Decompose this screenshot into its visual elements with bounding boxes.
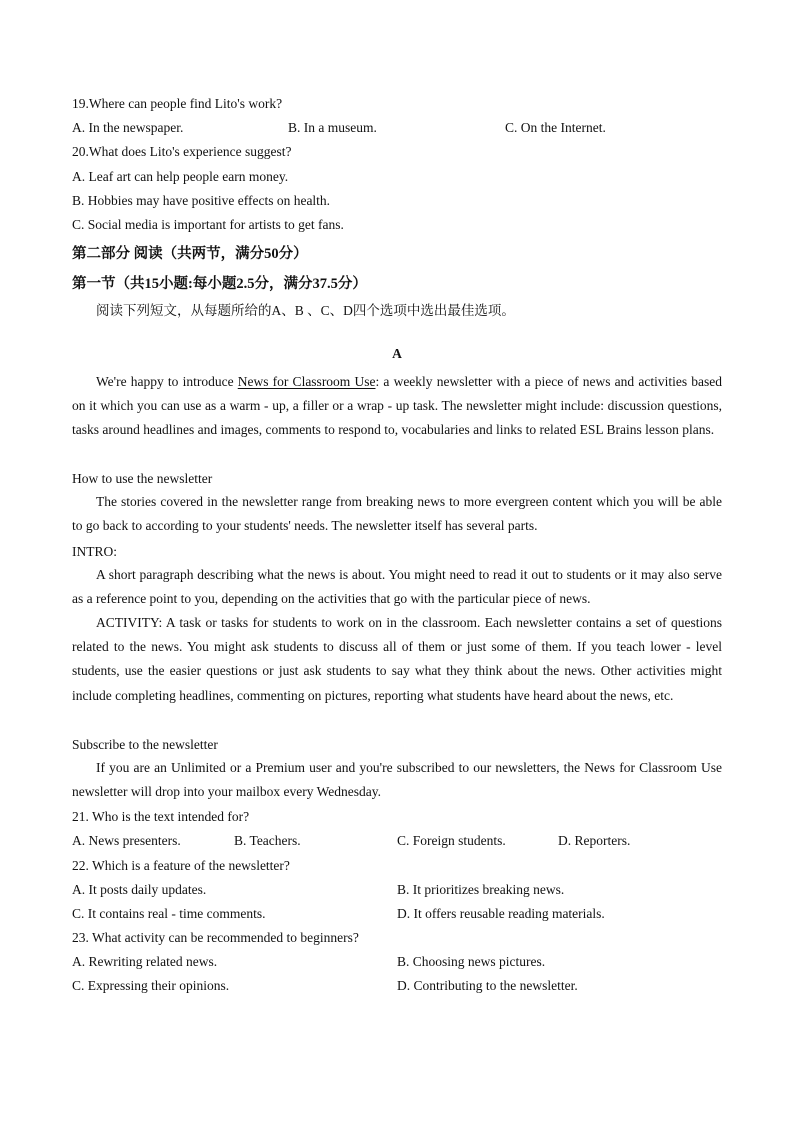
q23-option-a: A. Rewriting related news. xyxy=(72,954,218,969)
q23-option-d: D. Contributing to the newsletter. xyxy=(397,978,578,993)
q20-option-a: A. Leaf art can help people earn money. xyxy=(72,169,289,184)
q19-option-c: C. On the Internet. xyxy=(505,120,606,135)
intro-label: INTRO: xyxy=(72,544,117,559)
paragraph-stories: The stories covered in the newsletter range from breaking news to more evergreen content which you will be able to go back to according to your students' needs. The newsletter itself has several parts. xyxy=(72,494,722,534)
q23-option-b: B. Choosing news pictures. xyxy=(397,954,546,969)
intro-text-after: : a weekly newsletter with a piece of news and activities based on it which you can use as a warm - up, a filler or a wrap - up task. The newsletter might include: discussion questions, tasks around headlines and images, comments to respond to, vocabularies and links to related ESL Brains lesson plans. xyxy=(72,374,722,438)
question-23: 23. What activity can be recommended to beginners? xyxy=(72,930,359,945)
q22-option-a: A. It posts daily updates. xyxy=(72,882,207,897)
q19-option-a: A. In the newspaper. xyxy=(72,120,184,135)
question-20: 20.What does Lito's experience suggest? xyxy=(72,144,292,159)
question-19: 19.Where can people find Lito's work? xyxy=(72,96,283,111)
question-21: 21. Who is the text intended for? xyxy=(72,809,250,824)
q19-option-b: B. In a museum. xyxy=(288,120,377,135)
passage-intro-paragraph xyxy=(72,370,722,443)
paragraph-intro-description: A short paragraph describing what the news is about. You might need to read it out to students or it may also serve as a reference point to you, depending on the activities that go with the particular piece of news. xyxy=(72,567,722,607)
q20-option-b: B. Hobbies may have positive effects on health. xyxy=(72,193,331,208)
paragraph-subscribe: If you are an Unlimited or a Premium user and you're subscribed to our newsletters, the News for Classroom Use newsletter will drop into your mailbox every Wednesday. xyxy=(72,760,722,800)
question-22: 22. Which is a feature of the newsletter? xyxy=(72,858,290,873)
newsletter-name: News for Classroom Use xyxy=(237,374,376,389)
q21-option-b: B. Teachers. xyxy=(234,833,301,848)
q21-option-c: C. Foreign students. xyxy=(397,833,506,848)
section1-heading: 第一节（共15小题:每小题2.5分，满分37.5分） xyxy=(72,276,367,292)
q23-option-c: C. Expressing their opinions. xyxy=(72,978,230,993)
subheading-subscribe: Subscribe to the newsletter xyxy=(72,737,218,752)
paragraph-activity: ACTIVITY: A task or tasks for students to work on in the classroom. Each newsletter contains a set of questions related to the news. You might ask students to discuss all of them or just some of them. If you teach lower - level students, use the easier questions or just ask students to say what they think about the news. Other activities might include completing headlines, commenting on pictures, reporting what students have heard about the news, etc. xyxy=(72,615,722,703)
subheading-how-to-use: How to use the newsletter xyxy=(72,471,213,486)
intro-text-before: We're happy to introduce xyxy=(96,374,238,389)
part2-heading: 第二部分 阅读（共两节，满分50分） xyxy=(72,246,308,262)
q21-option-a: A. News presenters. xyxy=(72,833,181,848)
q21-option-d: D. Reporters. xyxy=(558,833,631,848)
q20-option-c: C. Social media is important for artists to get fans. xyxy=(72,217,344,232)
instructions: 阅读下列短文，从每题所给的A、B 、C、D四个选项中选出最佳选项。 xyxy=(96,303,515,318)
q22-option-d: D. It offers reusable reading materials. xyxy=(397,906,605,921)
q22-option-b: B. It prioritizes breaking news. xyxy=(397,882,565,897)
passage-label: A xyxy=(392,346,402,361)
q22-option-c: C. It contains real - time comments. xyxy=(72,906,266,921)
